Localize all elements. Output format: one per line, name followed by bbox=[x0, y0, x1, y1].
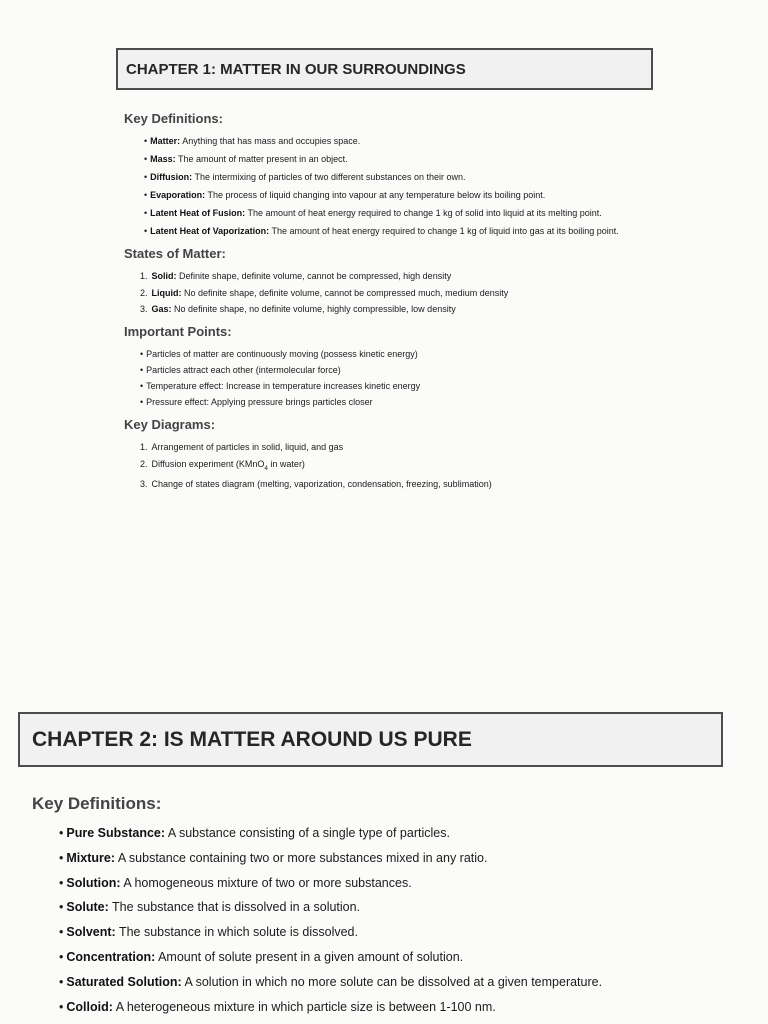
diagram-item: 2. Diffusion experiment (KMnO$_4$ in water) bbox=[140, 458, 305, 472]
states-of-matter-heading: States of Matter: bbox=[124, 246, 226, 261]
important-points-heading: Important Points: bbox=[124, 324, 232, 339]
point-item: • Particles of matter are continuously moving (possess kinetic energy) bbox=[140, 349, 418, 359]
point-item: • Pressure effect: Applying pressure brings particles closer bbox=[140, 397, 373, 407]
diagram-item: 3. Change of states diagram (melting, vaporization, condensation, freezing, sublimation) bbox=[140, 478, 492, 489]
definition-item: • Mass: The amount of matter present in an object. bbox=[144, 154, 348, 164]
definition-item: • Mixture: A substance containing two or more substances mixed in any ratio. bbox=[59, 850, 488, 865]
key-definitions-list bbox=[32, 826, 722, 1015]
point-item: • Temperature effect: Increase in temperature increases kinetic energy bbox=[140, 381, 421, 391]
chapter-2 bbox=[0, 700, 768, 1024]
chapter-1-content bbox=[124, 110, 644, 495]
diagram-item: 1. Arrangement of particles in solid, liquid, and gas bbox=[140, 442, 344, 452]
chapter-2-content bbox=[32, 793, 722, 1024]
state-item: 3. Gas: No definite shape, no definite volume, highly compressible, low density bbox=[140, 304, 456, 314]
definition-item: • Evaporation: The process of liquid changing into vapour at any temperature below its boiling point. bbox=[144, 190, 546, 200]
definition-item: • Latent Heat of Fusion: The amount of heat energy required to change 1 kg of solid into liquid at its melting point. bbox=[144, 208, 602, 218]
important-points-list bbox=[124, 349, 644, 408]
key-definitions-list bbox=[124, 136, 644, 237]
state-item: 2. Liquid: No definite shape, definite volume, cannot be compressed much, medium density bbox=[140, 287, 509, 298]
chapter-1-title: CHAPTER 1: MATTER IN OUR SURROUNDINGS bbox=[116, 48, 653, 90]
point-item: • Particles attract each other (intermolecular force) bbox=[140, 365, 341, 375]
definition-item: • Latent Heat of Vaporization: The amount of heat energy required to change 1 kg of liquid into gas at its boiling point. bbox=[144, 226, 619, 236]
chapter-2-title: CHAPTER 2: IS MATTER AROUND US PURE bbox=[18, 712, 723, 767]
key-diagrams-heading: Key Diagrams: bbox=[124, 417, 216, 432]
definition-item: • Colloid: A heterogeneous mixture in which particle size is between 1-100 nm. bbox=[59, 999, 496, 1014]
key-definitions-heading: Key Definitions: bbox=[32, 794, 162, 813]
definition-item: • Diffusion: The intermixing of particles of two different substances on their own. bbox=[144, 172, 466, 182]
key-diagrams-list bbox=[124, 442, 644, 490]
key-definitions-heading: Key Definitions: bbox=[124, 111, 223, 126]
state-item: 1. Solid: Definite shape, definite volume, cannot be compressed, high density bbox=[140, 271, 452, 281]
definition-item: • Solvent: The substance in which solute is dissolved. bbox=[59, 925, 358, 940]
definition-item: • Solution: A homogeneous mixture of two or more substances. bbox=[59, 875, 412, 890]
definition-item: • Concentration: Amount of solute present in a given amount of solution. bbox=[59, 949, 464, 964]
definition-item: • Saturated Solution: A solution in which no more solute can be dissolved at a given temperature. bbox=[59, 974, 603, 989]
definition-item: • Matter: Anything that has mass and occupies space. bbox=[144, 136, 361, 146]
states-of-matter-list bbox=[124, 271, 644, 315]
definition-item: • Pure Substance: A substance consisting of a single type of particles. bbox=[59, 826, 450, 840]
definition-item: • Solute: The substance that is dissolved in a solution. bbox=[59, 900, 361, 915]
